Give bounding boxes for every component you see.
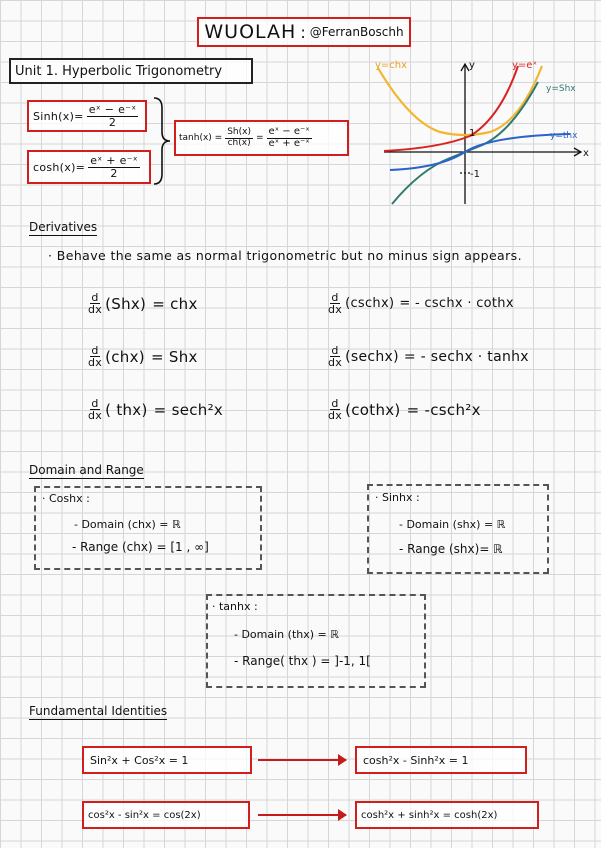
unit-title: Unit 1. Hyperbolic Trigonometry — [9, 58, 253, 84]
sinh-range: - Range (shx)= ℝ — [399, 542, 503, 556]
cosh-definition — [27, 150, 151, 184]
label-minus-one: -1 — [470, 169, 480, 180]
tanh-ratio-numerator: Sh(x) — [227, 127, 251, 138]
cosh-denominator: 2 — [110, 166, 118, 180]
cosh-box-title: · Coshx : — [42, 492, 90, 505]
derivative-func: (Shx) — [105, 294, 147, 313]
cosh-fraction — [88, 155, 140, 179]
derivative-sinh — [88, 292, 198, 315]
arrow-icon — [258, 759, 346, 761]
derivative-operator — [88, 345, 102, 368]
derivative-csch — [328, 292, 514, 315]
d-denominator: dx — [88, 409, 103, 422]
label-ex: y=eˣ — [512, 60, 537, 71]
derivatives-note: · Behave the same as normal trigonometric but no minus sign appears. — [48, 248, 522, 263]
sinh-definition — [27, 100, 147, 132]
cosh-domain: - Domain (chx) = ℝ — [74, 518, 181, 531]
sinh-numerator: eˣ − e⁻ˣ — [88, 102, 137, 116]
label-chx: y=chx — [375, 60, 408, 71]
d-denominator: dx — [88, 303, 103, 316]
d-numerator: d — [331, 344, 339, 357]
derivative-func: (sechx) — [345, 348, 399, 365]
tanh-fraction-exp — [267, 127, 312, 149]
sinh-lhs: Sinh(x)= — [33, 109, 84, 123]
derivative-tanh — [88, 398, 223, 421]
d-numerator: d — [331, 397, 339, 410]
derivative-operator — [328, 292, 342, 315]
cosh-lhs: cosh(x)= — [33, 160, 86, 174]
label-y-axis: y — [469, 60, 475, 71]
derivative-func: (cschx) — [345, 296, 395, 311]
tanh-ratio-denominator: ch(x) — [227, 137, 251, 148]
tanh-exp-numerator: eˣ − e⁻ˣ — [268, 126, 310, 137]
label-x-axis: x — [583, 148, 589, 159]
tanh-exp-denominator: eˣ + e⁻ˣ — [268, 137, 310, 149]
exp-curve — [384, 66, 518, 151]
derivative-sech — [328, 345, 529, 368]
d-numerator: d — [91, 344, 99, 357]
hyperbolic-graph — [370, 52, 592, 212]
cosh-domain-box — [34, 486, 262, 570]
identities-heading: Fundamental Identities — [29, 704, 168, 718]
brand-name: WUOLAH — [204, 21, 297, 43]
derivative-result: = Shx — [150, 347, 198, 366]
derivative-operator — [88, 292, 102, 315]
tanh-definition — [174, 120, 349, 156]
derivative-result: = - sechx · tanhx — [403, 348, 529, 365]
d-numerator: d — [331, 291, 339, 304]
derivative-result: = - cschx · cothx — [399, 296, 514, 311]
tanh-domain-box — [206, 594, 426, 688]
sinh-domain-box — [367, 484, 549, 574]
identity-left-2: cos²x - sin²x = cos(2x) — [82, 801, 250, 829]
tanh-box-title: · tanhx : — [212, 600, 258, 613]
d-denominator: dx — [88, 356, 103, 369]
tanh-equals: = — [255, 133, 264, 143]
d-denominator: dx — [328, 409, 343, 422]
tanh-domain: - Domain (thx) = ℝ — [234, 628, 339, 641]
derivative-result: = sech²x — [153, 400, 224, 419]
label-shx: y=Shx — [546, 84, 576, 94]
d-numerator: d — [91, 397, 99, 410]
derivative-operator — [88, 398, 102, 421]
identity-right-1: cosh²x - Sinh²x = 1 — [355, 746, 527, 774]
cosh-numerator: eˣ + e⁻ˣ — [90, 153, 138, 167]
derivative-result: = chx — [152, 294, 198, 313]
sinh-domain: - Domain (shx) = ℝ — [399, 518, 506, 531]
label-one: 1 — [469, 128, 476, 139]
d-denominator: dx — [328, 303, 343, 316]
derivative-func: (cothx) — [345, 400, 401, 419]
domain-range-heading: Domain and Range — [29, 463, 144, 477]
d-numerator: d — [91, 291, 99, 304]
tanh-fraction-ratio — [225, 128, 253, 148]
header-separator: : — [300, 22, 306, 42]
d-denominator: dx — [328, 356, 343, 369]
tanh-range: - Range( thx ) = ]-1, 1[ — [234, 654, 371, 668]
cosh-curve — [378, 66, 542, 135]
tanh-lhs: tanh(x) = — [179, 133, 223, 143]
header-box — [197, 17, 411, 47]
sinh-fraction — [87, 104, 139, 128]
derivative-func: ( thx) — [105, 400, 148, 419]
brace-icon — [150, 96, 172, 186]
derivative-operator — [328, 345, 342, 368]
arrow-icon — [258, 814, 346, 816]
cosh-range: - Range (chx) = [1 , ∞] — [72, 540, 209, 554]
derivative-coth — [328, 398, 481, 421]
derivative-cosh — [88, 345, 198, 368]
derivative-func: (chx) — [105, 347, 145, 366]
sinh-denominator: 2 — [108, 115, 117, 129]
identity-left-1: Sin²x + Cos²x = 1 — [82, 746, 252, 774]
derivatives-heading: Derivatives — [29, 220, 98, 234]
sinh-box-title: · Sinhx : — [375, 491, 420, 504]
identity-right-2: cosh²x + sinh²x = cosh(2x) — [355, 801, 539, 829]
label-thx: y=thx — [550, 131, 578, 141]
derivative-result: = -csch²x — [406, 400, 481, 419]
author-handle: @FerranBoschh — [309, 25, 404, 39]
derivative-operator — [328, 398, 342, 421]
